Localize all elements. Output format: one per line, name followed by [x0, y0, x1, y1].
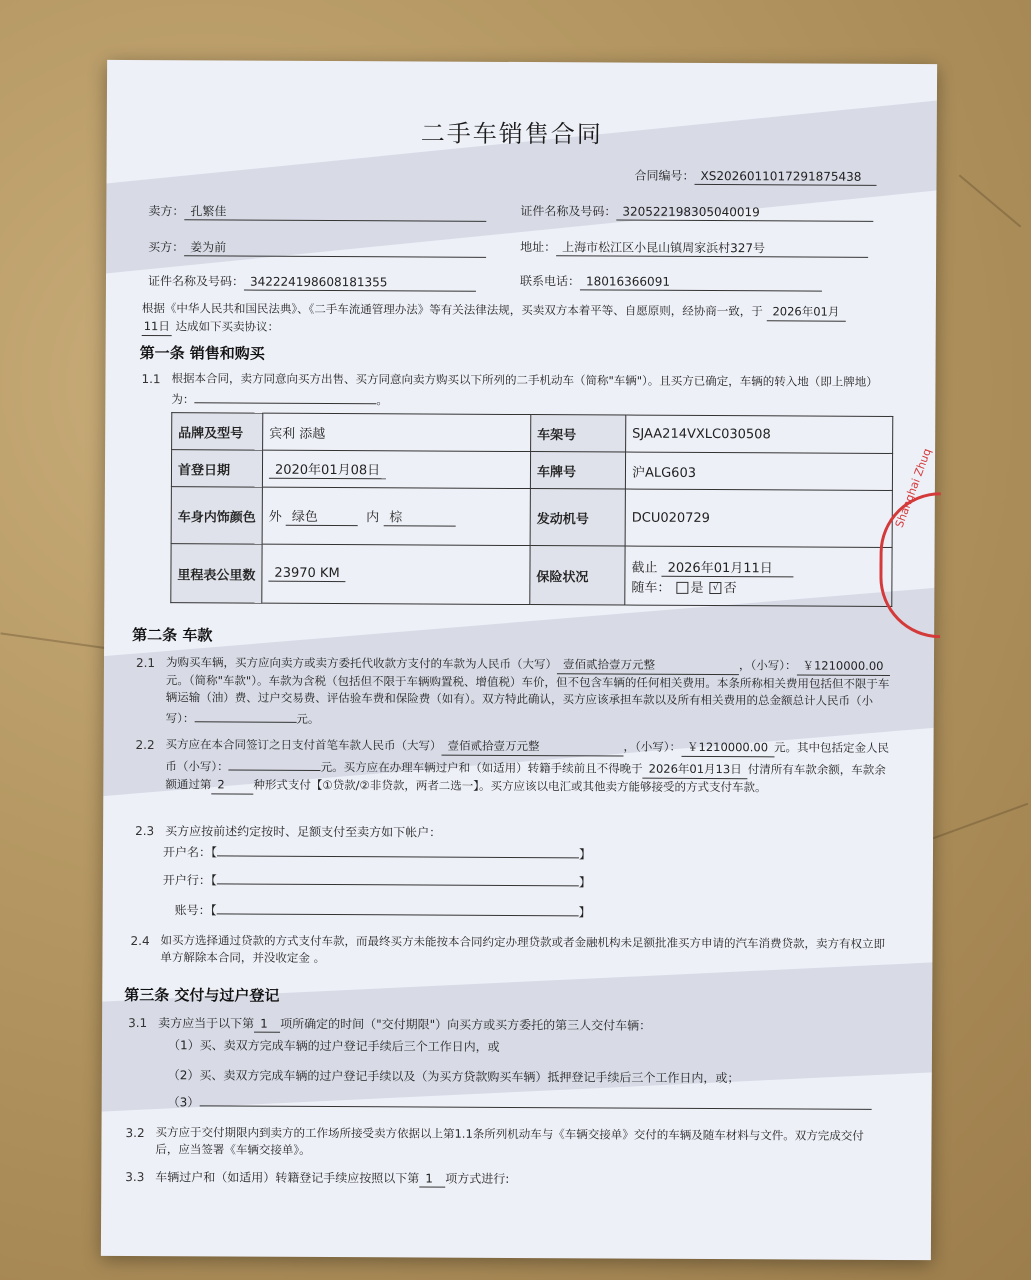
buyer-field: 买方： 姜为前: [148, 238, 486, 258]
clause-3-1: 卖方应当于以下第 1 项所确定的时间（"交付期限"）向买方或买方委托的第三人交付车辆：: [158, 1016, 652, 1033]
brand-label: 品牌及型号: [172, 413, 263, 450]
contract-number: 合同编号： XS20260110172918754​38: [634, 167, 876, 186]
contract-page: [101, 60, 937, 1260]
clause-2-2: 买方应在本合同签订之日支付首笔车款人民币（大写） 壹佰贰拾壹万元整 ，（小写）： ￥1210000.00 元。其中包括定金人民币（小写）： 元。买方应在办理车辆过户和（如适用）转籍手续前且不得晚于 2026年01月13日 付清所有车款余额，车款余额通过第 2 种形式支付【①贷款/②非贷款，两者二选一】。买方应该以电汇或其他卖方能够接受的方式支付车款。: [165, 737, 890, 795]
preamble: 根据《中华人民共和国民法典》、《二手车流通管理办法》等有关法律法规，买卖双方本着平等、自愿原则，经协商一致，于 2026年01月 11日 达成如下买卖协议：: [142, 300, 902, 340]
color-label: 车身内饰颜色: [171, 487, 262, 544]
account-number-field: 账号：【 】: [175, 898, 591, 920]
clause-number: 2.1: [135, 655, 156, 671]
buyer-phone-field: 联系电话： 18016366091: [520, 272, 822, 292]
clause-number: 3.2: [125, 1125, 145, 1141]
clause-2-3: 买方应按前述约定按时、足额支付至卖方如下帐户：: [165, 824, 442, 840]
engine-label: 发动机号: [530, 489, 625, 546]
table-row: [171, 450, 892, 491]
clause-number: 2.4: [130, 933, 150, 949]
insurance-no-checkbox: √: [710, 582, 722, 594]
company-seal-stamp: Shanghai Zhuq: [879, 492, 941, 638]
insurance-label: 保险状况: [530, 546, 625, 605]
plate-value: 沪ALG603: [625, 452, 892, 490]
vin-value: SJAA214VXLC030508: [626, 415, 893, 453]
registration-label: 首登日期: [171, 450, 262, 487]
clause-3-1-option-2: （2）买、卖双方完成车辆的过户登记手续以及（为买方贷款购买车辆）抵押登记手续后三个工作日内，或；: [167, 1068, 740, 1086]
clause-1-1: 根据本合同，卖方同意向买方出售、买方同意向卖方购买以下所列的二手机动车（简称"车辆"）。且买方已确定，车辆的转入地（即上牌地）为： 。: [171, 371, 878, 408]
account-name-field: 开户名：【 】: [163, 840, 591, 862]
table-row: [171, 544, 892, 607]
color-value: 外 绿色 内 棕: [262, 487, 530, 545]
insurance-value: 截止 2026年01月11日 随车： 是 √ 否: [625, 546, 892, 606]
clause-number: 1.1: [141, 372, 161, 387]
account-bank-field: 开户行：【 】: [163, 868, 591, 890]
seller-id-field: 证件名称及号码： 320522198305040019: [520, 202, 873, 222]
table-row: [171, 487, 892, 548]
table-row: [172, 413, 893, 454]
article-1-title: 第一条 销售和购买: [139, 344, 265, 363]
insurance-yes-checkbox: [677, 582, 689, 594]
buyer-id-field: 证件名称及号码： 342224198608181355: [148, 272, 476, 292]
engine-value: DCU020729: [625, 489, 892, 547]
vehicle-info-table: [170, 412, 893, 607]
clause-3-2: 买方应于交付期限内到卖方的工作场所接受卖方依据以上第1.1条所列机动车与《车辆交接单》交付的车辆及随车材料与文件。双方完成交付后，应当签署《车辆交接单》。: [155, 1125, 864, 1157]
clause-2-1: 为购买车辆，买方应向卖方或卖方委托代收款方支付的车款为人民币（大写） 壹佰贰拾壹万元整 ，（小写）： ￥1210000.00元。（简称"车款"）。车款为含税（包括但不限于车辆购置税、增值税）车价，但不包含车辆的任何相关费用。本条所称相关费用包括但不限于车辆运输（油）费、过户交易费、评估验车费和保险费（如有）。双方特此确认，买方应该承担车款以及所有相关费用的总金额总计人民币（小写）： 元。: [165, 655, 890, 726]
contract-title: 二手车销售合同: [420, 119, 603, 149]
clause-3-3: 车辆过户和（如适用）转籍登记手续应按照以下第 1 项方式进行:: [155, 1170, 510, 1186]
buyer-address-field: 地址： 上海市松江区小昆山镇周家浜村327号: [520, 238, 868, 258]
clause-number: 3.1: [128, 1015, 148, 1031]
article-2-title: 第二条 车款: [132, 625, 213, 645]
clause-3-1-option-3: （3）: [168, 1090, 872, 1114]
vin-label: 车架号: [531, 415, 626, 452]
brand-value: 宾利 添越: [263, 413, 531, 451]
mileage-value: 23970 KM: [262, 544, 530, 604]
clause-number: 2.2: [135, 737, 155, 753]
seller-field: 卖方： 孔繁佳: [148, 202, 486, 222]
clause-3-1-option-1: （1）买、卖双方完成车辆的过户登记手续后三个工作日内，或: [167, 1038, 500, 1054]
mileage-label: 里程表公里数: [171, 544, 262, 603]
plate-label: 车牌号: [530, 452, 625, 489]
article-3-title: 第三条 交付与过户登记: [124, 985, 280, 1005]
registration-value: 2020年01月08日: [262, 450, 530, 488]
clause-number: 3.3: [125, 1169, 145, 1185]
clause-2-4: 如买方选择通过贷款的方式支付车款，而最终买方未能按本合同约定办理贷款或者金融机构未足额批准买方申请的汽车消费贷款，卖方有权立即单方解除本合同，并没收定金 。: [160, 933, 886, 965]
clause-number: 2.3: [135, 823, 155, 839]
